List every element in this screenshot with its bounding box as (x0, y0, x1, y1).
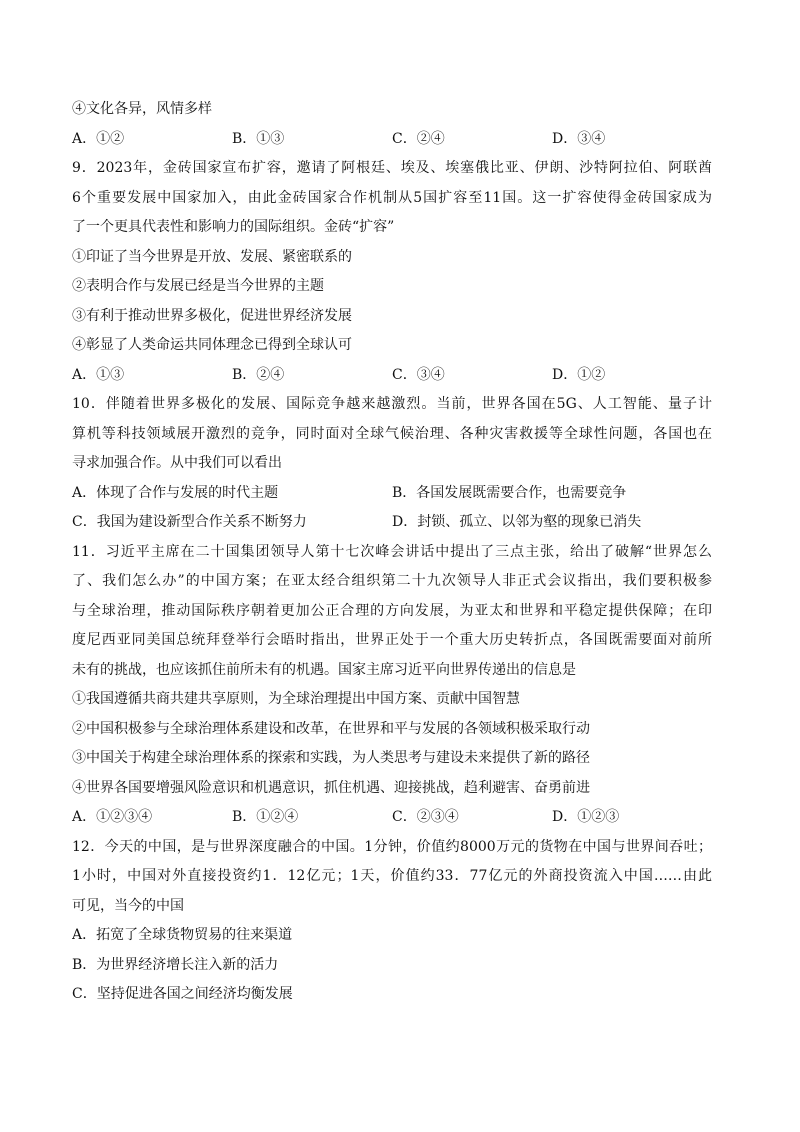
option-d: D．①②③ (552, 809, 620, 825)
option-d: D．①② (552, 366, 606, 383)
question-stem-line: 寻求加强合作。从中我们可以看出 (72, 455, 282, 471)
statement: ②中国积极参与全球治理体系建设和改革，在世界和平与发展的各领域积极采取行动 (72, 720, 590, 737)
question-10 (72, 390, 712, 538)
question-stem-line: 10．伴随着世界多极化的发展、国际竞争越来越激烈。当前，世界各国在5G、人工智能、量子计 (72, 396, 712, 412)
statement: ①我国遵循共商共建共享原则，为全球治理提出中国方案、贡献中国智慧 (72, 691, 520, 707)
option-d: D．封锁、孤立、以邻为壑的现象已消失 (392, 514, 642, 530)
options-row (72, 361, 712, 391)
statement: ①印证了当今世界是开放、发展、紧密联系的 (72, 248, 352, 265)
option-a: A．①②③④ (72, 809, 153, 825)
option-c: C．坚持促进各国之间经济均衡发展 (72, 986, 293, 1002)
option-d: D．③④ (552, 130, 606, 147)
statement: ③中国关于构建全球治理体系的探索和实践，为人类思考与建设未来提供了新的路径 (72, 750, 590, 766)
option-a: A．①③ (72, 366, 125, 383)
question-stem-line: 度尼西亚同美国总统拜登举行会晤时指出，世界正处于一个重大历史转折点，各国既需要面对前所 (72, 632, 712, 648)
option-a: A．①② (72, 130, 125, 147)
statement: ④世界各国要增强风险意识和机遇意识，抓住机遇、迎接挑战，趋利避害、奋勇前进 (72, 779, 590, 796)
options-row (72, 508, 712, 538)
page-content (72, 95, 712, 1010)
option-b: B．各国发展既需要合作，也需要竞争 (392, 484, 627, 501)
question-9 (72, 154, 712, 390)
option-a: A．拓宽了全球货物贸易的往来渠道 (72, 927, 293, 943)
option-b: B．为世界经济增长注入新的活力 (72, 956, 279, 973)
option-c: C．②④ (392, 130, 445, 147)
statement: ②表明合作与发展已经是当今世界的主题 (72, 278, 324, 294)
options-row (72, 125, 712, 155)
question-11 (72, 538, 712, 833)
statement: ③有利于推动世界多极化，促进世界经济发展 (72, 307, 352, 324)
question-stem-line: 可见，当今的中国 (72, 897, 184, 914)
option-b: B．①②④ (232, 809, 299, 825)
question-stem-line: 6个重要发展中国家加入，由此金砖国家合作机制从5国扩容至11国。这一扩容使得金砖国家成为 (72, 189, 712, 206)
option-c: C．②③④ (392, 809, 459, 825)
question-stem-line: 与全球治理，推动国际秩序朝着更加公正合理的方向发展，为亚太和世界和平稳定提供保障；在印 (72, 602, 712, 619)
question-stem-line: 算机等科技领域展开激烈的竞争，同时面对全球气候治理、各种灾害救援等全球性问题，各国也在 (72, 425, 712, 442)
statement: ④文化各异，风情多样 (72, 101, 212, 117)
question-stem-line: 11．习近平主席在二十国集团领导人第十七次峰会讲话中提出了三点主张，给出了破解“世界怎么 (72, 543, 712, 560)
question-stem-line: 未有的挑战，也应该抓住前所未有的机遇。国家主席习近平向世界传递出的信息是 (72, 661, 576, 678)
question-stem-line: 了、我们怎么办”的中国方案；在亚太经合组织第二十九次领导人非正式会议指出，我们要积极参 (72, 573, 712, 589)
option-c: C．③④ (392, 366, 445, 383)
question-stem-line: 1小时，中国对外直接投资约1．12亿元；1天，价值约33．77亿元的外商投资流入中国……由此 (72, 868, 712, 884)
statement: ④彰显了人类命运共同体理念已得到全球认可 (72, 337, 352, 353)
option-a: A．体现了合作与发展的时代主题 (72, 484, 279, 501)
question-stem-line: 9．2023年，金砖国家宣布扩容，邀请了阿根廷、埃及、埃塞俄比亚、伊朗、沙特阿拉伯、阿联酋 (72, 160, 712, 176)
question-stem-line: 12．今天的中国，是与世界深度融合的中国。1分钟，价值约8000万元的货物在中国与世界间吞吐； (72, 838, 712, 855)
options-row (72, 479, 712, 509)
option-b: B．②④ (232, 366, 285, 383)
question-stem-line: 了一个更具代表性和影响力的国际组织。金砖“扩容” (72, 219, 395, 235)
option-c: C．我国为建设新型合作关系不断努力 (72, 514, 307, 530)
option-b: B．①③ (232, 130, 285, 147)
options-row (72, 803, 712, 833)
question-12 (72, 833, 712, 1010)
